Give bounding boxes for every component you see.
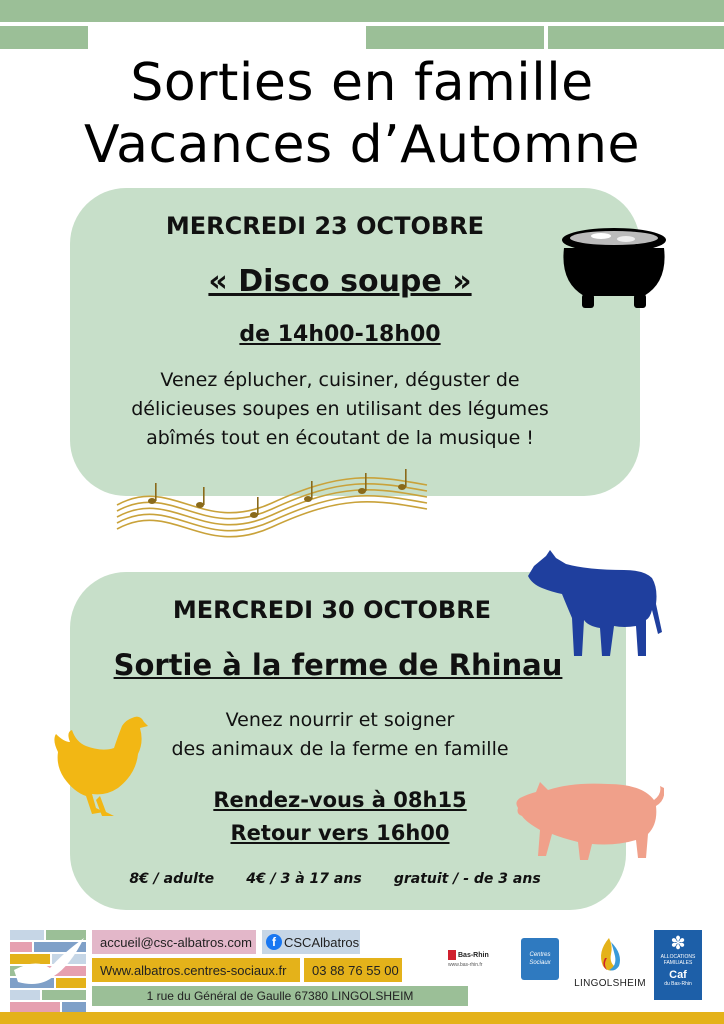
event1-date: MERCREDI 23 OCTOBRE bbox=[165, 212, 485, 240]
top-bar-segment-left bbox=[0, 26, 88, 49]
event2-prices bbox=[44, 868, 626, 887]
event1-description bbox=[40, 366, 640, 453]
centres-sociaux-logo bbox=[521, 938, 559, 980]
bas-rhin-mark bbox=[448, 950, 456, 960]
bas-rhin-url: www.bas-rhin.fr bbox=[448, 962, 483, 968]
event1-desc-line: délicieuses soupes en utilisant des légumes bbox=[131, 398, 549, 420]
caf-line1: ALLOCATIONS bbox=[660, 954, 696, 960]
event2-date: MERCREDI 30 OCTOBRE bbox=[172, 596, 492, 624]
website-text: Www.albatros.centres-sociaux.fr bbox=[100, 962, 287, 978]
caf-label: Caf bbox=[669, 969, 687, 981]
price-adult: 8€ / adulte bbox=[129, 871, 215, 887]
email-text: accueil@csc-albatros.com bbox=[100, 934, 252, 950]
address-text: 1 rue du Général de Gaulle 67380 LINGOLSHEIM bbox=[146, 989, 414, 1003]
lingolsheim-logo bbox=[574, 936, 646, 992]
caf-line2: FAMILIALES bbox=[663, 960, 693, 966]
cauldron-icon bbox=[556, 222, 672, 312]
event1-desc-line: Venez éplucher, cuisiner, déguster de bbox=[160, 369, 520, 391]
event1-panel bbox=[70, 188, 640, 496]
facebook-icon: f bbox=[266, 934, 282, 950]
price-free: gratuit / - de 3 ans bbox=[393, 871, 541, 887]
address-box bbox=[92, 986, 468, 1006]
top-bar-segment-mid bbox=[366, 26, 544, 49]
bas-rhin-label: Bas-Rhin bbox=[458, 951, 489, 959]
top-bar bbox=[0, 0, 724, 22]
website-box[interactable] bbox=[92, 958, 300, 982]
albatros-logo bbox=[10, 930, 88, 1014]
phone-box[interactable] bbox=[304, 958, 402, 982]
phone-text: 03 88 76 55 00 bbox=[312, 962, 399, 978]
title-line-2: Vacances d’Automne bbox=[84, 115, 640, 175]
caf-logo bbox=[654, 930, 702, 1000]
price-child: 4€ / 3 à 17 ans bbox=[246, 871, 362, 887]
top-bar-segment-right bbox=[548, 26, 724, 49]
email-box[interactable] bbox=[92, 930, 256, 954]
hen-icon bbox=[52, 712, 148, 822]
bas-rhin-logo bbox=[448, 950, 494, 976]
event1-time: de 14h00-18h00 bbox=[239, 322, 441, 347]
facebook-box[interactable] bbox=[262, 930, 360, 954]
title-line-1: Sorties en famille bbox=[130, 53, 594, 113]
facebook-text: CSCAlbatros bbox=[284, 934, 360, 950]
page-title bbox=[0, 52, 724, 176]
event2-name: Sortie à la ferme de Rhinau bbox=[113, 648, 563, 682]
event1-name: « Disco soupe » bbox=[208, 264, 472, 299]
event2-meeting-time: Rendez-vous à 08h15 bbox=[213, 788, 467, 812]
music-notes-icon bbox=[112, 455, 432, 550]
caf-emblem: ✽ bbox=[670, 933, 686, 953]
bottom-bar bbox=[0, 1012, 724, 1024]
pig-icon bbox=[512, 772, 664, 864]
event2-desc-line: Venez nourrir et soigner bbox=[225, 709, 455, 731]
cow-icon bbox=[528, 548, 664, 660]
event2-return-time: Retour vers 16h00 bbox=[230, 821, 450, 845]
event2-desc-line: des animaux de la ferme en famille bbox=[171, 738, 509, 760]
lingolsheim-label: LINGOLSHEIM bbox=[574, 978, 646, 989]
caf-sub: du Bas-Rhin bbox=[664, 981, 692, 987]
centres-sociaux-label: Centres Sociaux bbox=[529, 952, 551, 966]
event1-desc-line: abîmés tout en écoutant de la musique ! bbox=[146, 427, 534, 449]
